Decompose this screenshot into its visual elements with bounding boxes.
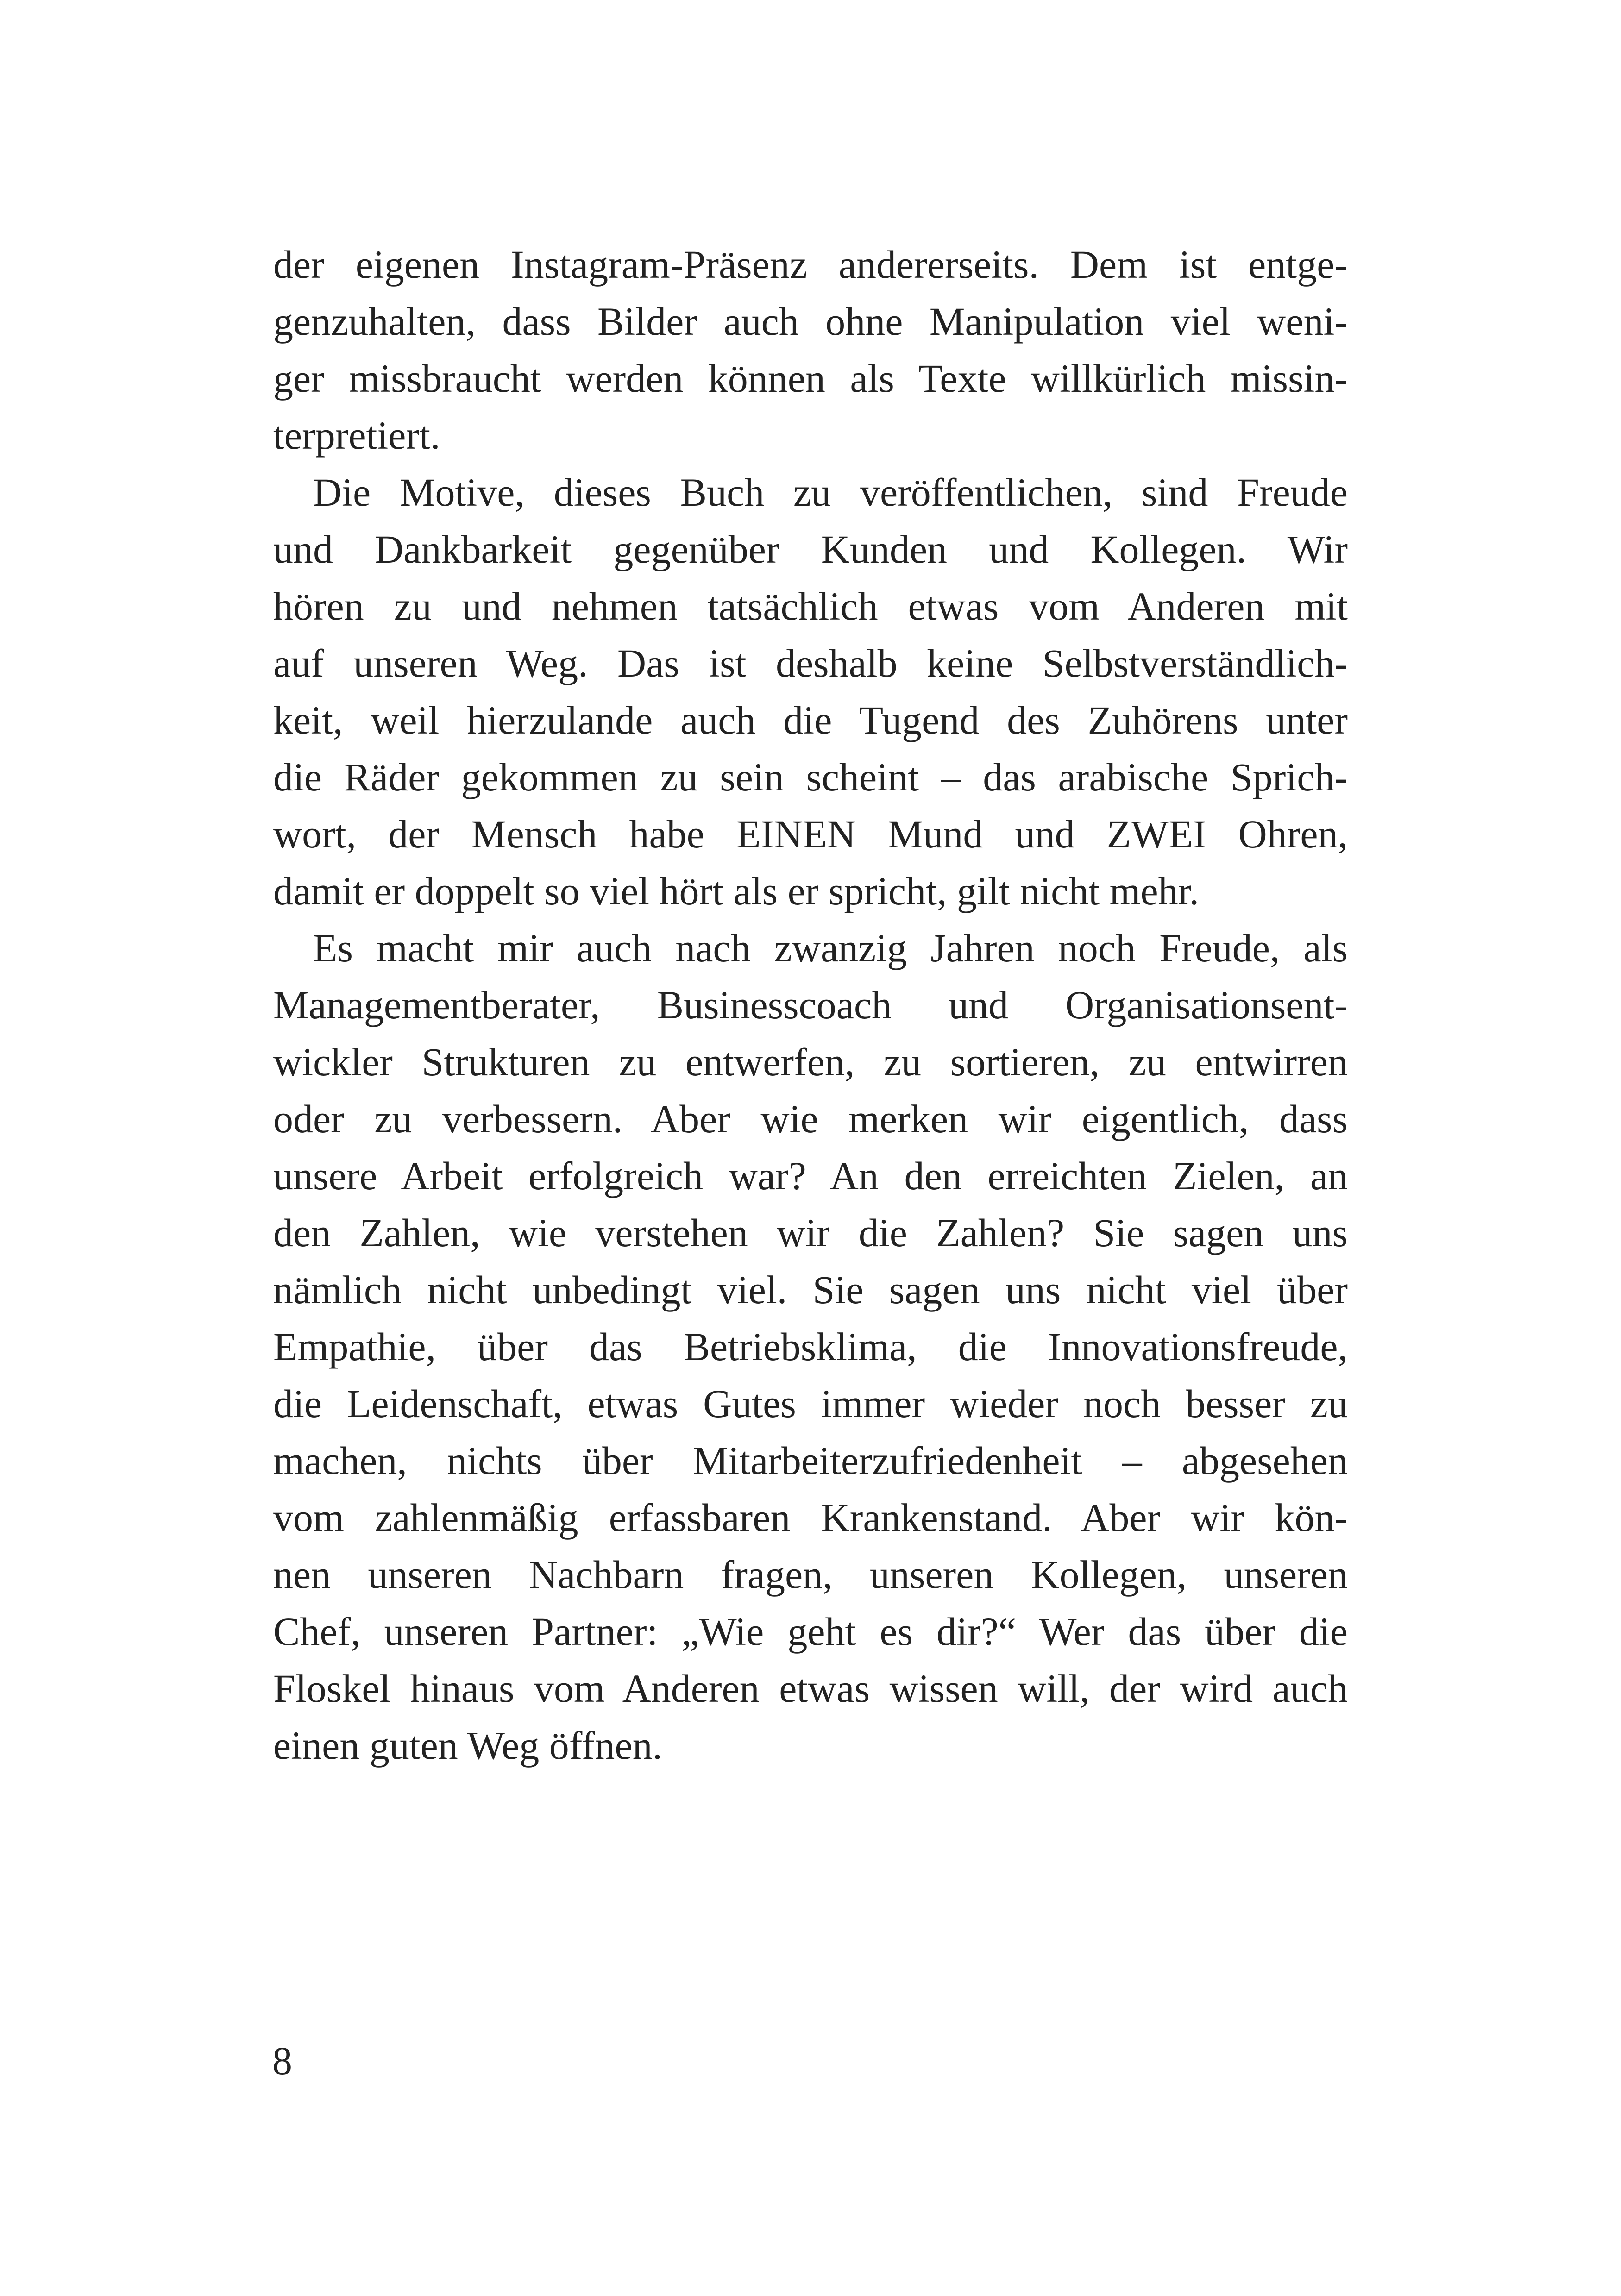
text-line: Empathie, über das Betriebsklima, die Innovationsfreude,	[273, 1324, 1348, 1369]
text-line: vom zahlenmäßig erfassbaren Krankenstand. Aber wir kön-	[273, 1495, 1348, 1540]
text-line: terpretiert.	[273, 413, 440, 458]
text-line: unsere Arbeit erfolgreich war? An den erreichten Zielen, an	[273, 1154, 1348, 1198]
text-line: genzuhalten, dass Bilder auch ohne Manipulation viel weni-	[273, 299, 1348, 344]
text-line: die Leidenschaft, etwas Gutes immer wieder noch besser zu	[273, 1381, 1348, 1426]
text-line: Chef, unseren Partner: „Wie geht es dir?“ Wer das über die	[273, 1609, 1348, 1654]
text-line: wort, der Mensch habe EINEN Mund und ZWEI Ohren,	[273, 812, 1348, 856]
text-line: auf unseren Weg. Das ist deshalb keine Selbstverständlich-	[273, 641, 1348, 685]
paragraph-1	[273, 236, 1348, 464]
text-line: damit er doppelt so viel hört als er spricht, gilt nicht mehr.	[273, 869, 1200, 913]
text-line: keit, weil hierzulande auch die Tugend des Zuhörens unter	[273, 698, 1348, 742]
text-line: Managementberater, Businesscoach und Organisationsent-	[273, 983, 1348, 1027]
text-line: oder zu verbessern. Aber wie merken wir eigentlich, dass	[273, 1097, 1348, 1141]
text-line: und Dankbarkeit gegenüber Kunden und Kollegen. Wir	[273, 527, 1348, 571]
text-line: den Zahlen, wie verstehen wir die Zahlen? Sie sagen uns	[273, 1211, 1348, 1255]
body-text	[273, 236, 1348, 1774]
text-line: der eigenen Instagram-Präsenz andererseits. Dem ist entge-	[273, 242, 1348, 287]
text-line: die Räder gekommen zu sein scheint – das arabische Sprich-	[273, 755, 1348, 799]
text-line: nämlich nicht unbedingt viel. Sie sagen uns nicht viel über	[273, 1267, 1348, 1312]
text-line: einen guten Weg öffnen.	[273, 1723, 663, 1768]
text-line: hören zu und nehmen tatsächlich etwas vom Anderen mit	[273, 584, 1348, 628]
text-line: Es macht mir auch nach zwanzig Jahren noch Freude, als	[313, 926, 1348, 970]
text-line: Floskel hinaus vom Anderen etwas wissen will, der wird auch	[273, 1666, 1348, 1711]
paragraph-2	[273, 464, 1348, 920]
text-line: Die Motive, dieses Buch zu veröffentlichen, sind Freude	[313, 470, 1348, 514]
text-line: ger missbraucht werden können als Texte willkürlich missin-	[273, 356, 1348, 401]
text-line: nen unseren Nachbarn fragen, unseren Kollegen, unseren	[273, 1552, 1348, 1597]
paragraph-3	[273, 920, 1348, 1774]
page-number: 8	[272, 2039, 292, 2083]
text-line: machen, nichts über Mitarbeiterzufriedenheit – abgesehen	[273, 1438, 1348, 1483]
text-line: wickler Strukturen zu entwerfen, zu sortieren, zu entwirren	[273, 1040, 1348, 1084]
